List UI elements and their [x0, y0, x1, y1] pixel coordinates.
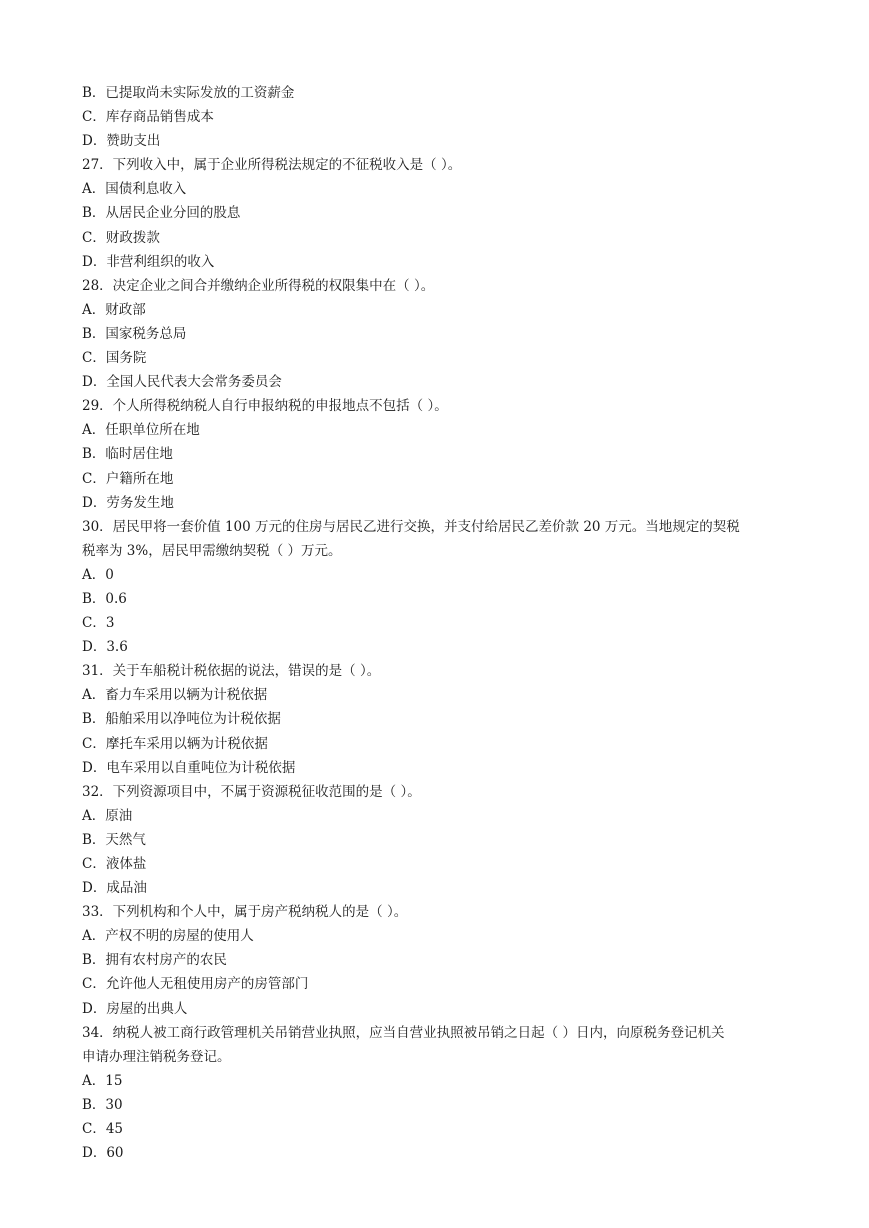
question-stem: 31．关于车船税计税依据的说法，错误的是（ ）。 — [82, 663, 381, 680]
option-text: B．已提取尚未实际发放的工资薪金 — [82, 85, 295, 101]
question-34 — [82, 1021, 810, 1166]
option-text: D．60 — [82, 1145, 124, 1162]
document-body — [82, 81, 810, 1165]
option-text: D．劳务发生地 — [82, 494, 174, 511]
option-text: A．国债利息收入 — [82, 181, 187, 198]
option-text: D．非营利组织的收入 — [82, 253, 215, 270]
option-text: B．0.6 — [82, 590, 127, 607]
option-text: D．成品油 — [82, 880, 147, 897]
option-text: D．房屋的出典人 — [82, 1000, 188, 1017]
question-stem: 27．下列收入中，属于企业所得税法规定的不征税收入是（ ）。 — [82, 157, 462, 174]
question-stem: 33．下列机构和个人中，属于房产税纳税人的是（ ）。 — [82, 904, 408, 921]
option-text: B．船舶采用以净吨位为计税依据 — [82, 711, 281, 728]
option-text: C．库存商品销售成本 — [82, 109, 214, 126]
option-text: A．畜力车采用以辆为计税依据 — [82, 687, 268, 704]
option-text: B．天然气 — [82, 831, 146, 848]
option-text: A．财政部 — [82, 301, 146, 318]
question-stem: 30．居民甲将一套价值 100 万元的住房与居民乙进行交换，并支付给居民乙差价款 20 万元。当地规定的契税 — [82, 518, 740, 535]
option-text: A．产权不明的房屋的使用人 — [82, 928, 254, 945]
option-text: C．财政拨款 — [82, 229, 160, 246]
option-text: B．拥有农村房产的农民 — [82, 952, 227, 969]
option-text: D．全国人民代表大会常务委员会 — [82, 374, 282, 391]
option-text: A．原油 — [82, 807, 133, 824]
option-text: C．液体盐 — [82, 856, 147, 872]
question-stem: 29．个人所得税纳税人自行申报纳税的申报地点不包括（ ）。 — [82, 398, 448, 415]
option-text: B．国家税务总局 — [82, 325, 187, 342]
question-32 — [82, 780, 810, 900]
option-text: D．电车采用以自重吨位为计税依据 — [82, 759, 296, 776]
question-stem-continued: 税率为 3%，居民甲需缴纳契税（ ）万元。 — [82, 542, 342, 559]
option-text: A．0 — [82, 566, 114, 583]
option-text: C．户籍所在地 — [82, 470, 174, 487]
question-stem: 34．纳税人被工商行政管理机关吊销营业执照，应当自营业执照被吊销之日起（ ）日内，向原税务登记机关 — [82, 1024, 725, 1041]
option-text: C．45 — [82, 1121, 124, 1138]
option-text: A．任职单位所在地 — [82, 422, 200, 439]
question-33 — [82, 900, 810, 1020]
question-stem: 32．下列资源项目中，不属于资源税征收范围的是（ ）。 — [82, 783, 421, 800]
option-text: B．临时居住地 — [82, 446, 173, 463]
option-text: D．3.6 — [82, 639, 128, 656]
option-text: C．3 — [82, 615, 115, 632]
question-stem: 28．决定企业之间合并缴纳企业所得税的权限集中在（ ）。 — [82, 277, 435, 294]
option-text: C．国务院 — [82, 350, 147, 367]
option-text: B．从居民企业分回的股息 — [82, 205, 241, 222]
option-text: A．15 — [82, 1072, 123, 1089]
option-text: B．30 — [82, 1096, 123, 1113]
option-text: C．摩托车采用以辆为计税依据 — [82, 735, 268, 752]
question-27 — [82, 153, 810, 273]
option-text: C．允许他人无租使用房产的房管部门 — [82, 976, 309, 993]
question-30 — [82, 515, 810, 660]
question-29 — [82, 394, 810, 514]
option-text: D．赞助支出 — [82, 133, 161, 150]
question-stem-continued: 申请办理注销税务登记。 — [82, 1048, 231, 1065]
leading-options — [82, 81, 810, 153]
question-28 — [82, 274, 810, 394]
question-31 — [82, 659, 810, 779]
